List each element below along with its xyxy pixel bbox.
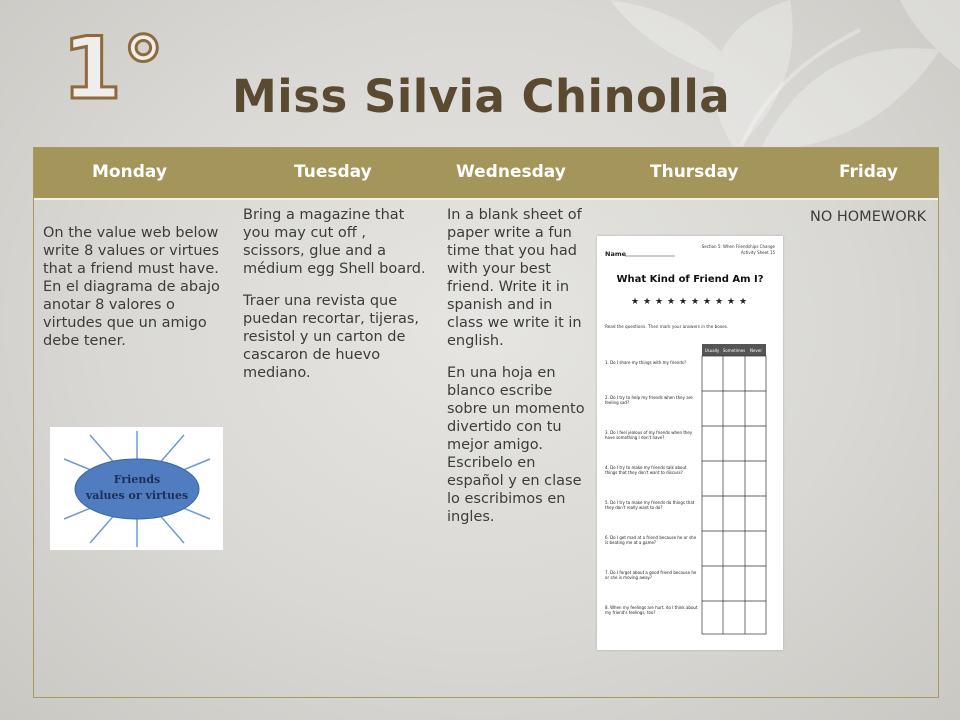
worksheet-question-7: 7. Do I forget about a good friend because he or she is moving away? (605, 570, 697, 580)
day-header-friday: Friday (839, 162, 898, 182)
worksheet-col-sometimes: Sometimes (722, 348, 746, 353)
worksheet-question-8: 8. When my feelings are hurt, do I think about my friend's feelings, too? (605, 605, 698, 615)
svg-text:★: ★ (667, 297, 676, 307)
worksheet-question-5: 5. Do I try to make my friends do things that they don't really want to do? (605, 500, 695, 510)
svg-text:★: ★ (727, 297, 736, 307)
worksheet-title: What Kind of Friend Am I? (616, 274, 764, 285)
value-web-image (50, 427, 223, 550)
tuesday-text-english: Bring a magazine that you may cut off , scissors, glue and a médium egg Shell board. (243, 207, 426, 277)
worksheet-question-3: 3. Do I feel jealous of my friends when they have something I don't have? (605, 430, 693, 440)
svg-text:★: ★ (703, 297, 712, 307)
worksheet-question-1: 1. Do I share my things with my friends? (605, 360, 687, 365)
worksheet-col-usually: Usually (704, 348, 720, 353)
svg-text:★: ★ (715, 297, 724, 307)
friday-text: NO HOMEWORK (810, 209, 927, 225)
svg-text:★: ★ (643, 297, 652, 307)
day-header-tuesday: Tuesday (294, 162, 372, 182)
wednesday-text-spanish: En una hoja en blanco escribe sobre un momento divertido con tu mejor amigo. Escribelo en español y en clase lo escribimos en ingles. (447, 365, 585, 525)
worksheet-section-header: Section 5: When Friendships Change (701, 244, 775, 249)
day-header-monday: Monday (92, 162, 167, 182)
monday-homework (43, 206, 229, 368)
tuesday-homework (243, 206, 428, 382)
worksheet-question-6: 6. Do I get mad at a friend because he or she is beating me at a game? (605, 535, 697, 545)
worksheet-question-4: 4. Do I try to make my friends talk about things that they don't want to discuss? (605, 465, 687, 475)
svg-text:★: ★ (691, 297, 700, 307)
worksheet-star-row (631, 297, 747, 307)
homework-schedule-table (33, 147, 939, 698)
svg-text:★: ★ (679, 297, 688, 307)
worksheet-question-2: 2. Do I try to help my friends when they are feeling sad? (605, 395, 693, 405)
worksheet-name-label: Name (605, 250, 627, 258)
grade-number: 1° (62, 19, 165, 119)
svg-text:★: ★ (655, 297, 664, 307)
value-web-label-line1: Friends (113, 473, 161, 486)
worksheet-document (597, 236, 783, 650)
worksheet-image (597, 236, 783, 650)
value-web-label-line2: values or virtues (85, 489, 189, 502)
tuesday-text-spanish: Traer una revista que puedan recortar, tijeras, resistol y un carton de cascaron de huevo mediano. (243, 293, 419, 381)
day-header-thursday: Thursday (650, 162, 739, 182)
svg-text:★: ★ (739, 297, 748, 307)
svg-text:★: ★ (631, 297, 640, 307)
page-title: Miss Silvia Chinolla (232, 70, 731, 123)
wednesday-homework (447, 206, 589, 526)
monday-text: On the value web below write 8 values or virtues that a friend must have. En el diagrama de abajo anotar 8 valores o virtudes que un amigo debe tener. (43, 225, 220, 349)
friday-homework (810, 206, 930, 228)
value-web-diagram (50, 427, 223, 550)
weekday-header-row (34, 148, 938, 200)
worksheet-answer-grid (702, 344, 766, 634)
worksheet-col-never: Never (750, 348, 762, 353)
worksheet-instructions: Read the questions. Then mark your answers in the boxes. (605, 324, 729, 329)
worksheet-activity-sheet: Activity Sheet 15 (740, 250, 775, 255)
day-header-wednesday: Wednesday (456, 162, 566, 182)
wednesday-text-english: In a blank sheet of paper write a fun time that you had with your best friend. Write it in spanish and in class we write it in english. (447, 207, 582, 349)
